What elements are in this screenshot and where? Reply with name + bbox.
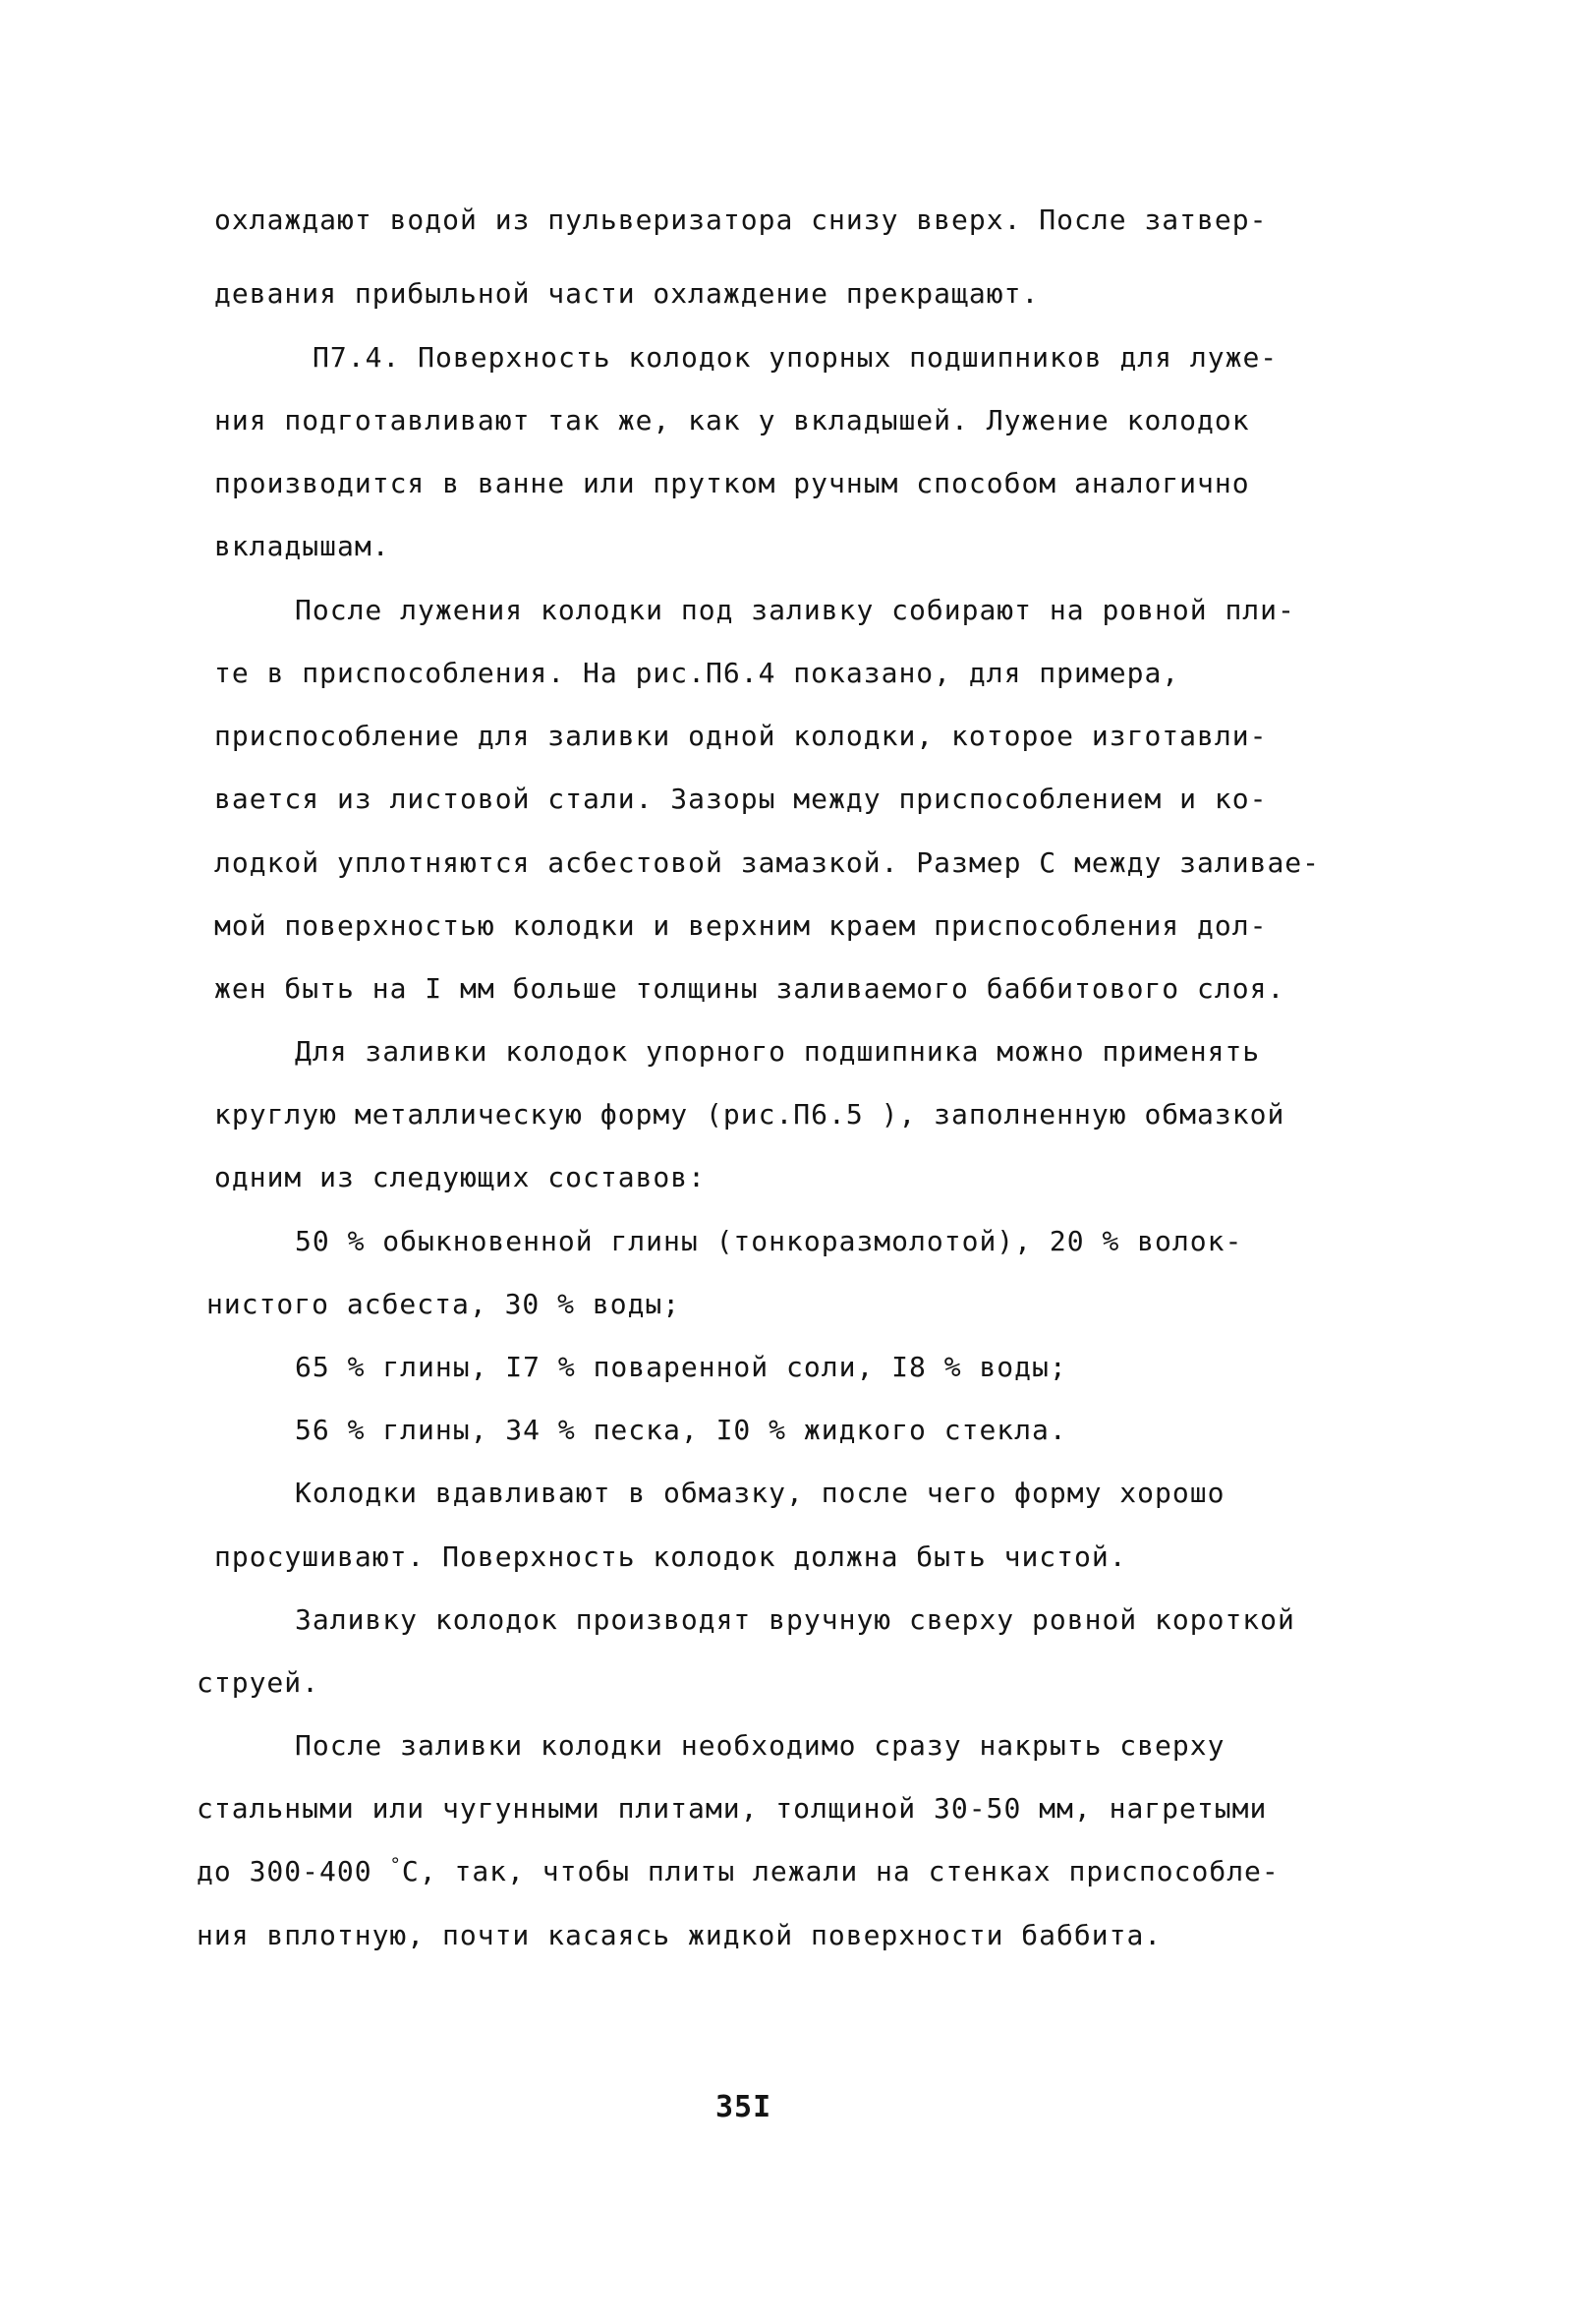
text-line: ния подготавливают так же, как у вкладышей. Лужение колодок <box>214 404 1250 436</box>
text-line: После заливки колодки необходимо сразу накрыть сверху <box>295 1729 1226 1762</box>
text-line: девания прибыльной части охлаждение прекращают. <box>214 277 1040 310</box>
text-line: одним из следующих составов: <box>214 1161 707 1193</box>
text-line: 56 % глины, 34 % песка, I0 % жидкого стекла. <box>295 1414 1067 1446</box>
text-line: Заливку колодок производят вручную сверху ровной короткой <box>295 1603 1295 1636</box>
text-line: нистого асбеста, 30 % воды; <box>206 1288 681 1320</box>
text-line: Колодки вдавливают в обмазку, после чего форму хорошо <box>295 1477 1226 1509</box>
text-line: те в приспособления. На рис.П6.4 показано, для примера, <box>214 657 1180 689</box>
text-line: струей. <box>197 1666 320 1699</box>
text-line: лодкой уплотняются асбестовой замазкой. Размер С между заливае- <box>214 846 1321 879</box>
text-line: ния вплотную, почти касаясь жидкой поверхности баббита. <box>197 1919 1163 1951</box>
text-line: круглую металлическую форму (рис.П6.5 ), заполненную обмазкой <box>214 1098 1285 1131</box>
text-line: 50 % обыкновенной глины (тонкоразмолотой), 20 % волок- <box>295 1225 1243 1257</box>
text-line: вкладышам. <box>214 530 390 562</box>
text-line: П7.4. Поверхность колодок упорных подшипников для луже- <box>313 341 1279 374</box>
text-line: стальными или чугунными плитами, толщиной 30-50 мм, нагретыми <box>197 1792 1268 1825</box>
text-line <box>197 1854 1280 1893</box>
degree-sign: ° <box>389 1854 402 1876</box>
text-line: жен быть на I мм больше толщины заливаемого баббитового слоя. <box>214 972 1285 1005</box>
text-fragment: до 300-400 <box>197 1855 372 1887</box>
text-line: просушивают. Поверхность колодок должна быть чистой. <box>214 1540 1127 1573</box>
text-line: вается из листовой стали. Зазоры между приспособлением и ко- <box>214 783 1268 815</box>
text-line: приспособление для заливки одной колодки, которое изготавли- <box>214 720 1268 752</box>
page-number: 35I <box>715 2090 772 2124</box>
text-line: производится в ванне или прутком ручным способом аналогично <box>214 467 1250 499</box>
text-line: Для заливки колодок упорного подшипника можно применять <box>295 1035 1261 1068</box>
text-line: охлаждают водой из пульверизатора снизу вверх. После затвер- <box>214 203 1268 236</box>
text-line: мой поверхностью колодки и верхним краем приспособления дол- <box>214 909 1268 942</box>
text-fragment: С, так, чтобы плиты лежали на стенках приспособле- <box>401 1855 1280 1887</box>
text-line: 65 % глины, I7 % поваренной соли, I8 % воды; <box>295 1351 1067 1383</box>
text-line: После лужения колодки под заливку собирают на ровной пли- <box>295 594 1295 626</box>
